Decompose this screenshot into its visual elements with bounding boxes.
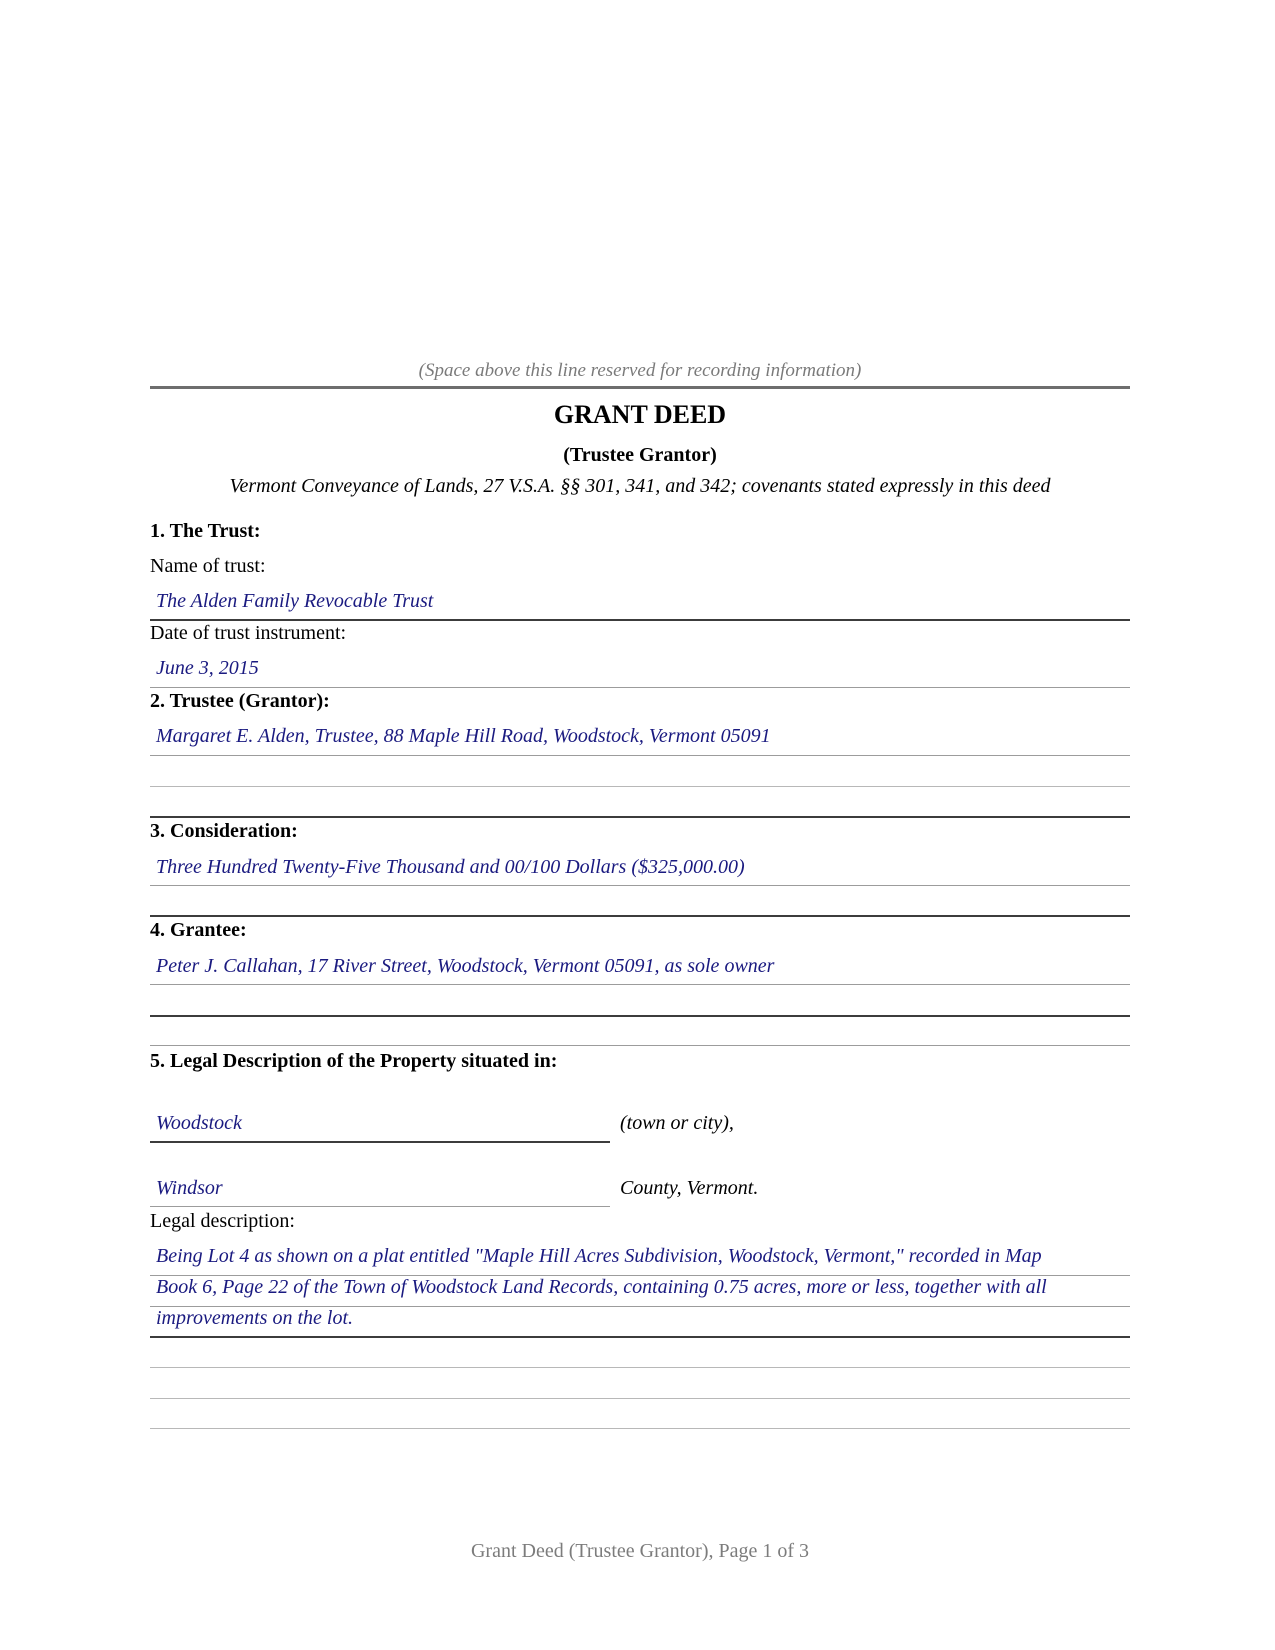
consideration-line-2 [150, 915, 1130, 917]
page-footer: Grant Deed (Trustee Grantor), Page 1 of 3 [470, 1540, 810, 1562]
legal-line-4 [150, 1367, 1130, 1368]
town-suffix: (town or city), [620, 1112, 734, 1134]
grantee-line-3 [150, 1045, 1130, 1046]
trustee-line-2 [150, 786, 1130, 787]
trustee-line-3 [150, 816, 1130, 818]
legal-description-line[interactable]: improvements on the lot. [156, 1307, 354, 1329]
trust-name-underline [150, 619, 1130, 621]
section-legal-heading: 5. Legal Description of the Property situated in: [150, 1050, 558, 1072]
statute-reference: Vermont Conveyance of Lands, 27 V.S.A. §§ 301, 341, and 342; covenants stated expressly in this deed [229, 475, 1051, 497]
recording-divider [150, 386, 1130, 389]
consideration-field[interactable]: Three Hundred Twenty-Five Thousand and 00/100 Dollars ($325,000.00) [156, 856, 745, 878]
section-trust-heading: 1. The Trust: [150, 520, 261, 542]
trustee-field[interactable]: Margaret E. Alden, Trustee, 88 Maple Hill Road, Woodstock, Vermont 05091 [156, 725, 771, 747]
trust-date-underline [150, 687, 1130, 688]
legal-line-3 [150, 1336, 1130, 1338]
legal-description-label: Legal description: [150, 1210, 295, 1232]
trust-name-field[interactable]: The Alden Family Revocable Trust [156, 590, 434, 612]
recording-space-note: (Space above this line reserved for recording information) [418, 360, 862, 381]
consideration-line-1 [150, 885, 1130, 886]
section-trustee-heading: 2. Trustee (Grantor): [150, 690, 330, 712]
legal-description-line[interactable]: Book 6, Page 22 of the Town of Woodstock Land Records, containing 0.75 acres, more or less, together with all [156, 1276, 1047, 1298]
document-subtitle: (Trustee Grantor) [563, 444, 717, 466]
trust-name-label: Name of trust: [150, 555, 266, 577]
section-grantee-heading: 4. Grantee: [150, 919, 247, 941]
grantee-line-2 [150, 1015, 1130, 1017]
grantee-field[interactable]: Peter J. Callahan, 17 River Street, Woodstock, Vermont 05091, as sole owner [156, 955, 775, 977]
county-underline [150, 1206, 610, 1207]
county-suffix: County, Vermont. [620, 1177, 759, 1199]
trust-date-field[interactable]: June 3, 2015 [156, 657, 259, 679]
document-title: GRANT DEED [553, 400, 727, 429]
county-field[interactable]: Windsor [156, 1177, 223, 1199]
legal-description-line[interactable]: Being Lot 4 as shown on a plat entitled "Maple Hill Acres Subdivision, Woodstock, Vermont," recorded in Map [156, 1245, 1042, 1267]
grantee-line-1 [150, 984, 1130, 985]
section-consideration-heading: 3. Consideration: [150, 820, 298, 842]
trustee-line-1 [150, 755, 1130, 756]
legal-line-5 [150, 1398, 1130, 1399]
town-underline [150, 1141, 610, 1143]
legal-line-6 [150, 1428, 1130, 1429]
town-field[interactable]: Woodstock [156, 1112, 242, 1134]
trust-date-label: Date of trust instrument: [150, 622, 347, 644]
